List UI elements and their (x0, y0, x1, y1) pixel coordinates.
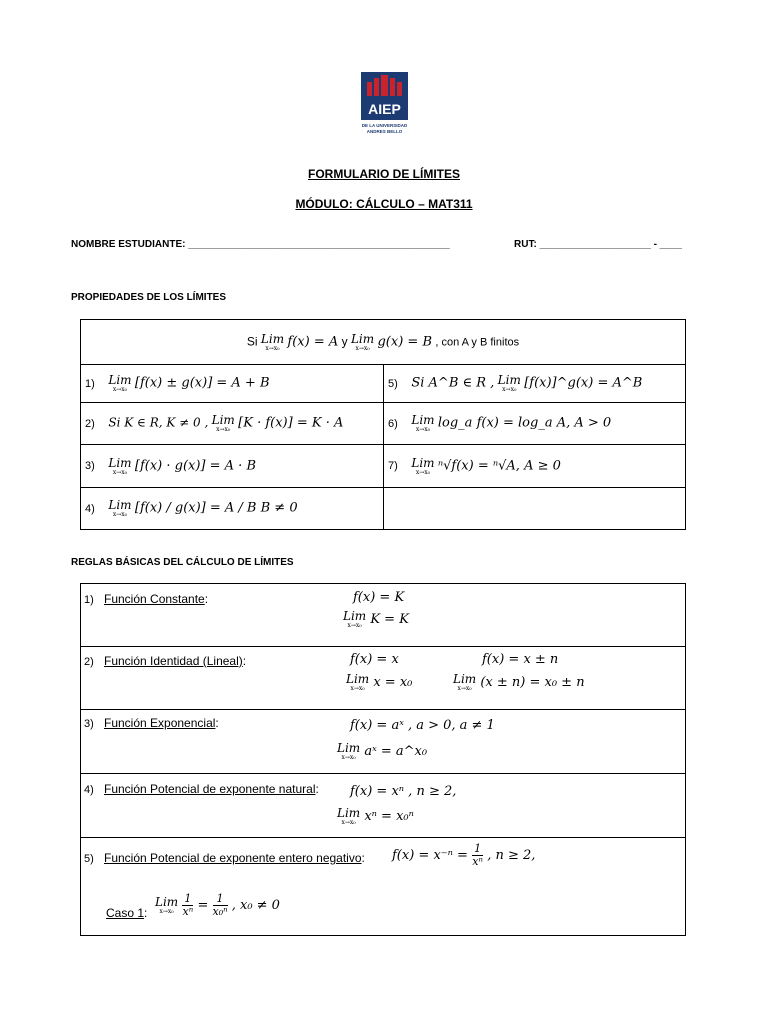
fraction: $\frac{1}{\text{xⁿ}}$ (472, 842, 483, 869)
properties-table (80, 319, 686, 530)
rule-1-limit: Lim x→x₀ K = K (343, 609, 409, 629)
rule-4-limit: Lim x→x₀ xⁿ = x₀ⁿ (337, 806, 414, 826)
rut-row (514, 239, 682, 250)
rut-line: ____________________ - ____ (539, 239, 682, 250)
properties-heading: PROPIEDADES DE LOS LÍMITES (71, 292, 227, 303)
property-7: 7) Lim x→x₀ ⁿ√f(x) = ⁿ√A, A ≥ 0 (384, 445, 686, 488)
student-name-line: _______________________________________________ (188, 239, 450, 250)
student-name-row (71, 239, 450, 250)
rule-5-case-expr: Lim x→x₀ $\frac{1}{\text{xⁿ}}$ = $\frac{1}{\text{x₀ⁿ}}$ , x₀ ≠ 0 (155, 892, 280, 919)
rules-heading: REGLAS BÁSICAS DEL CÁLCULO DE LÍMITES (71, 557, 294, 568)
logo-sub2: ANDRES BELLO (366, 129, 403, 134)
rule-1-label: 1) Función Constante: (84, 592, 209, 606)
lim-operator: Lim x→x₀ (260, 331, 285, 352)
rule-1-function: f(x) = K (353, 590, 405, 605)
logo-brand: AIEP (368, 101, 401, 117)
rule-3-function: f(x) = aˣ , a > 0, a ≠ 1 (350, 718, 495, 733)
aiep-logo (361, 72, 408, 136)
rule-5-case-label: Caso 1: (106, 906, 148, 920)
rule-2-function-b: f(x) = x ± n (482, 652, 559, 667)
rule-4-label: 4) Función Potencial de exponente natural: (84, 782, 319, 796)
page-title: FORMULARIO DE LÍMITES (308, 167, 460, 181)
property-empty (384, 488, 686, 530)
rule-2-limit-a: Lim x→x₀ x = x₀ (346, 672, 413, 692)
module-title: MÓDULO: CÁLCULO – MAT311 (295, 197, 473, 211)
rule-5-label: 5) Función Potencial de exponente entero negativo: (84, 851, 365, 865)
lim-operator: Lim x→x₀ (350, 331, 375, 352)
property-3: 3) Lim x→x₀ [f(x) · g(x)] = A · B (81, 445, 384, 488)
properties-intro: Si Lim x→x₀ f(x) = A y Lim x→x₀ g(x) = B , con A y B finitos (81, 320, 686, 365)
rule-5-function: f(x) = x⁻ⁿ = $\frac{1}{\text{xⁿ}}$ , n ≥ 2, (392, 842, 536, 869)
property-1: 1) Lim x→x₀ [f(x) ± g(x)] = A + B (81, 365, 384, 403)
rule-2-function-a: f(x) = x (350, 652, 399, 667)
rule-3-label: 3) Función Exponencial: (84, 716, 219, 730)
rule-4-function: f(x) = xⁿ , n ≥ 2, (350, 784, 457, 799)
rule-2-label: 2) Función Identidad (Lineal): (84, 654, 247, 668)
rut-label: RUT: (514, 239, 537, 250)
property-6: 6) Lim x→x₀ log_a f(x) = log_a A, A > 0 (384, 403, 686, 445)
rule-2-limit-b: Lim x→x₀ (x ± n) = x₀ ± n (453, 672, 585, 692)
property-4: 4) Lim x→x₀ [f(x) / g(x)] = A / B B ≠ 0 (81, 488, 384, 530)
rule-3-limit: Lim x→x₀ aˣ = a^x₀ (337, 741, 428, 761)
property-2: 2) Si K ∈ R, K ≠ 0 , Lim x→x₀ [K · f(x)] = K · A (81, 403, 384, 445)
logo-sub1: DE LA UNIVERSIDAD (361, 123, 408, 128)
property-5: 5) Si A^B ∈ R , Lim x→x₀ [f(x)]^g(x) = A^B (384, 365, 686, 403)
student-name-label: NOMBRE ESTUDIANTE: (71, 239, 186, 250)
